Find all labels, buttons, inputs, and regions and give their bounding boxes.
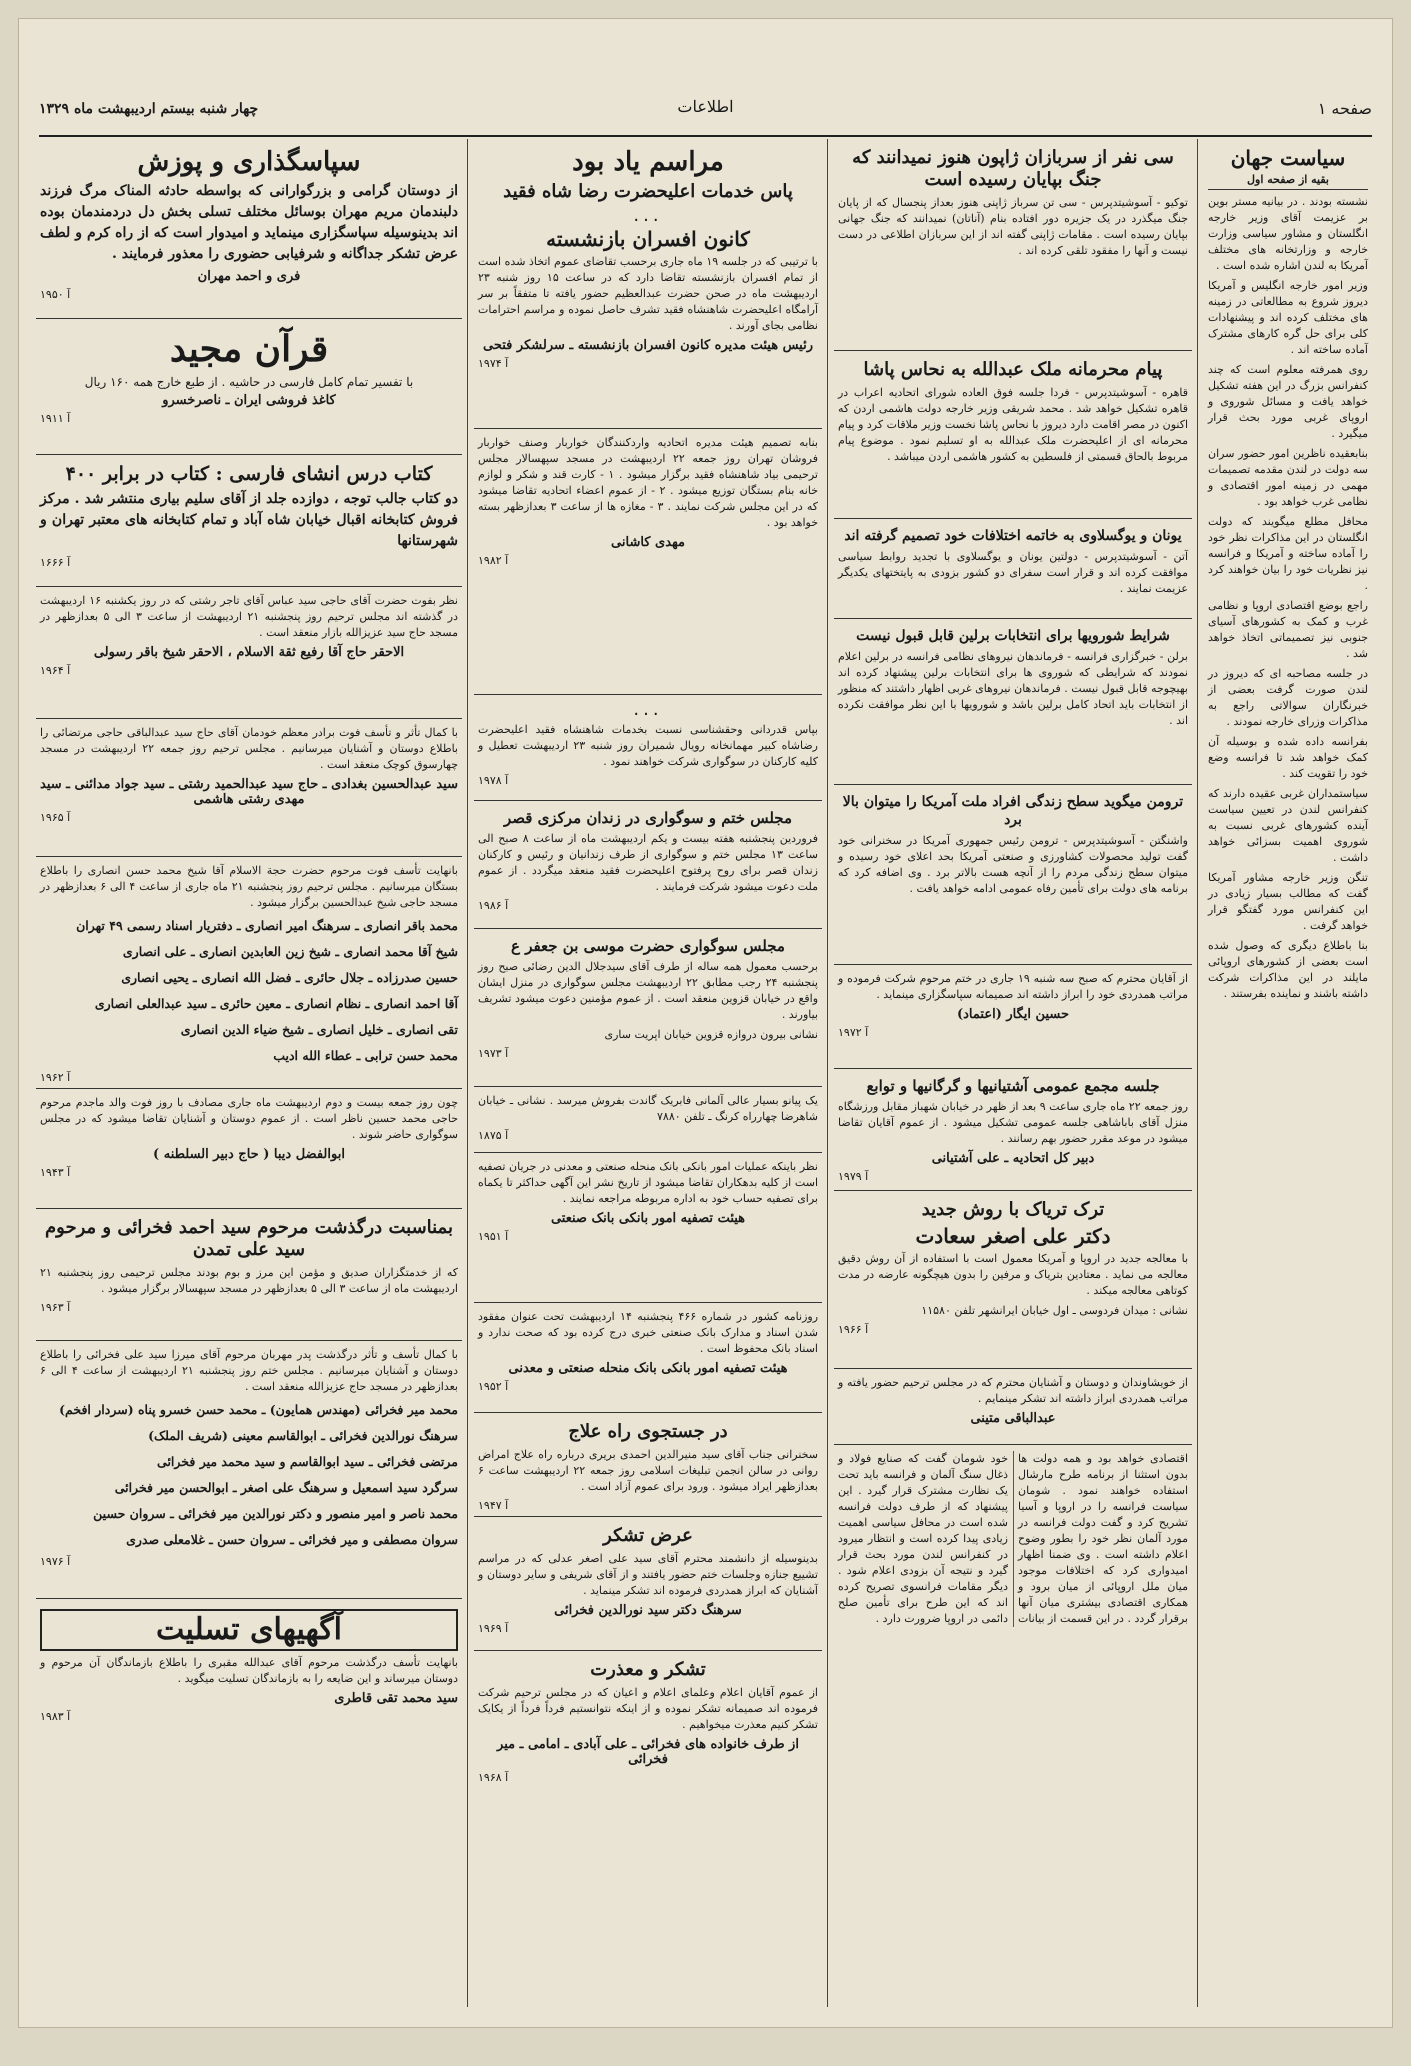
ad-name: دکتر علی اصغر سعادت	[915, 1224, 1111, 1248]
ad-address: نشانی بیرون دروازه قزوین خیابان اپریت ساری	[604, 1028, 818, 1041]
notice-signature: از طرف خانواده های فخرائی ـ علی آبادی ـ امامی ـ میر فخرائی	[497, 1737, 799, 1767]
issue-date: چهار شنبه بیستم اردیبهشت ماه ۱۳۲۹	[39, 101, 259, 117]
notice-signature: فری و احمد مهران	[197, 269, 301, 284]
ad-code: آ ۱۹۵۲	[478, 1380, 509, 1393]
ad-body: نظر باینکه عملیات امور بانکی بانک منحله صنعتی و معدنی در جریان تصفیه است از کلیه بدهکاران تقاضا میشود از تاریخ نشر این آگهی حداکثر تا یکماه برای تصفیه حساب خود به اداره مربوطه مراجعه نمایند .	[478, 1160, 818, 1205]
section-subtitle: بقیه از صفحه اول	[1208, 173, 1368, 190]
article-title: سی نفر از سربازان ژاپون هنوز نمیدانند که جنگ بپایان رسیده است	[852, 147, 1174, 190]
notice-title: بمناسبت درگذشت مرحوم سید احمد فخرائی و مرحوم سید علی تمدن	[45, 1217, 453, 1260]
article-body: آتن - آسوشیتدپرس - دولتین یونان و یوگسلاوی با تجدید روابط سیاسی موافقت کرده اند و قرار است سفرای دو کشور بزودی به پایتختهای یکدیگر عزیمت نمایند .	[838, 550, 1188, 595]
ad-code: آ ۱۹۷۶	[40, 1555, 71, 1568]
separator-dots: ...	[633, 699, 663, 720]
column-rule	[467, 139, 468, 2007]
notice-signature: دبیر کل اتحادیه ـ علی آشتیانی	[931, 1151, 1095, 1166]
ad-code: آ ۱۶۶۶	[40, 556, 71, 569]
article-title: مراسم یاد بود	[572, 147, 724, 177]
condolence-banner	[40, 1609, 458, 1651]
article-body: بپاس قدردانی وحقشناسی نسبت بخدمات شاهنشاه فقید اعلیحضرت رضاشاه کبیر مهمانخانه رویال شمیران روز شنبه ۲۳ اردیبهشت تعطیل و کلیه کارکنان در سوگواری شرکت خواهند نمود .	[478, 723, 818, 768]
notice-body: با کمال تأثر و تأسف فوت برادر معظم خودمان آقای حاج سید عبدالباقی حاجی مرتضائی را باطلاع دوستان و آشنایان میرسانیم . مجلس ترحیم روز جمعه ۲۲ اردیبهشت در مسجد چهارسوق کوچک منعقد است .	[40, 726, 458, 771]
ad-code: آ ۱۹۵۱	[478, 1230, 509, 1243]
article-title: تشکر و معذرت	[590, 1659, 706, 1680]
article-body: بنابه تصمیم هیئت مدیره اتحادیه واردکنندگان خواربار وصنف خواربار فروشان تهران روز جمعه ۲۲ اردیبهشت در مسجد سپهسالار مجلس ترحیمی بیاد شاهنشاه فقید برگزار میشود . ۱ - کارت قند و شکر و لوازم خانه بنام بستگان توزیع میشود . ۲ - از عموم اعضاء اتحادیه تقاضا میشود که در این مجلس شرکت نمایند . ۳ - مغازه ها از ساعت ۳ بعدازظهر بسته خواهد بود .	[478, 436, 818, 529]
article-paragraph: تنگن وزیر خارجه مشاور آمریکا گفت که مطالب بسیار زیادی در این کنفرانس مورد گفتگو قرار خواهد گرفت .	[1208, 871, 1368, 932]
section-title: سیاست جهان	[1230, 146, 1346, 170]
column-announcements	[36, 139, 462, 2007]
article-body: واشنگتن - آسوشیتدپرس - ترومن رئیس جمهوری آمریکا در سخنرانی خود گفت تولید محصولات کشاورزی و صنعتی آمریکا بحد اعلای خود رسیده و میتوان سطح زندگی مردم را از آنچه هست بالاتر برد . وی اضافه کرد که برنامه های دولت برای تأمین رفاه عمومی ادامه خواهد یافت .	[838, 834, 1188, 895]
article-paragraph: محافل مطلع میگویند که دولت انگلستان در این مذاکرات نظر خود را آماده ساخته و آمریکا و فرانسه نیز نظریات خود را بیان خواهند کرد .	[1208, 515, 1368, 592]
ad-code: آ ۱۹۸۳	[40, 1710, 71, 1723]
article-title: پیام محرمانه ملک عبدالله به نحاس پاشا	[863, 359, 1163, 380]
ad-body: دو کتاب جالب توجه ، دوازده جلد از آقای سلیم بیاری منتشر شد . مرکز فروش کتابخانه اقبال خیابان شاه آباد و تمام کتابخانه های معتبر تهران و شهرستانها	[40, 491, 458, 549]
article-body: قاهره - آسوشیتدپرس - فردا جلسه فوق العاده شورای اتحادیه اعراب در قاهره تشکیل خواهد شد . محمد شریقی وزیر خارجه دولت هاشمی اردن که اکنون در مصر اقامت دارد دیروز با نحاس پاشا نخست وزیر ملاقات کرد و پیام محرمانه ای از اعلیحضرت ملک عبدالله به او تسلیم نمود . موضوع پیام مربوط بالحاق قسمتی از فلسطین به کشور هاشمی اردن میباشد .	[838, 386, 1188, 463]
notice-signature: سرهنگ دکتر سید نورالدین فخرائی	[554, 1603, 742, 1618]
article-title: جلسه مجمع عمومی آشتیانیها و گرگانیها و توابع	[866, 1077, 1160, 1095]
section-title: آگهیهای تسلیت	[156, 1612, 342, 1647]
article-body: برلن - خبرگزاری فرانسه - فرماندهان نیروهای نظامی فرانسه در برلین اعلام نمودند که شرایطی که شوروی ها برای انتخابات برلین پیشنهاد کرده اند بهیچوجه قابل قبول نیست . فرماندهان نیروهای غربی اظهار داشتند که منظور از انتخابات باید اتحاد کامل برلین باشد و شورویها با این نظر موافقت نکرده اند .	[838, 650, 1188, 727]
article-body: روز جمعه ۲۲ ماه جاری ساعت ۹ بعد از ظهر در خیابان شهباز مقابل ورزشگاه منزل آقای باباشاهی جلسه عمومی تشکیل میشود . از عموم آقایان تقاضا میشود در موعد مقرر حضور بهم رسانند .	[838, 1100, 1189, 1145]
mourner-names: شیخ آقا محمد انصاری ـ شیخ زین العابدین انصاری ـ علی انصاری	[122, 944, 458, 959]
article-body: فروردین پنجشنبه هفته بیست و یکم اردیبهشت ماه از ساعت ۸ صبح الی ساعت ۱۳ مجلس ختم و سوگواری از طرف زندانیان و رئیس و کارکنان زندان قصر برای روح پرفتوح اعلیحضرت فقید منعقد میگردد . از عموم ملت دعوت میشود شرکت فرمایند .	[478, 832, 818, 893]
column-world-politics	[1204, 139, 1372, 2007]
ad-code: آ ۱۹۸۶	[478, 899, 509, 912]
article-paragraph: نشسته بودند . در بیانیه مستر بوین بر عزیمت آقای وزیر خارجه انگلستان و مشاور سیاسی وزارت خارجه و وزارتخانه های مختلف آمریکا به لندن اشاره شده است .	[1208, 195, 1368, 272]
ad-body: با معالجه جدید در اروپا و آمریکا معمول است با استفاده از آن روش دقیق معالجه می نماید . معتادین بتریاک و مرفین را بدون هیچگونه عارضه در مدت کوتاهی معالجه میکند .	[838, 1252, 1188, 1297]
article-body: با ترتیبی که در جلسه ۱۹ ماه جاری برحسب تقاضای عموم اتخاذ شده است از تمام افسران بازنشسته تقاضا دارد که در ساعت ۱۵ روز شنبه ۲۳ اردیبهشت ماه در صحن حضرت عبدالعظیم حضور یافته تا متفقاً بر سر آرامگاه اعلیحضرت شاهنشاه فقید تشرف حاصل نموده و مراسم احترامات نظامی بجای آورند .	[478, 255, 818, 332]
ad-code: آ ۱۹۱۱	[40, 412, 71, 425]
notice-body: با کمال تأسف و تأثر درگذشت پدر مهربان مرحوم آقای میرزا سید علی فخرائی را باطلاع دوستان و آشنایان میرسانیم . مجلس ختم روز پنجشنبه ۲۱ اردیبهشت از ساعت ۴ الی ۶ بعدازظهر در مسجد حاج عزیزالله منعقد است .	[40, 1348, 459, 1393]
newspaper-page	[18, 18, 1393, 2028]
article-paragraph: بنا باطلاع دیگری که وصول شده است بعضی از کشورهای اروپائی مایلند در این مذاکرات شرکت داشته باشند و نماینده بفرستند .	[1208, 939, 1368, 1000]
ad-code: آ ۱۹۸۲	[478, 554, 509, 567]
ad-code: آ ۱۹۷۹	[838, 1170, 869, 1183]
mourner-names: محمد ناصر و امیر منصور و دکتر نورالدین میر فخرائی ـ سروان حسین	[93, 1506, 458, 1521]
mourner-names: حسین صدرزاده ـ جلال حائری ـ فضل الله انصاری ـ یحیی انصاری	[121, 970, 458, 985]
notice-body: از خویشاوندان و دوستان و آشنایان محترم که در مجلس ترحیم حضور یافته و مراتب همدردی ابراز داشته اند تشکر مینمایم .	[838, 1376, 1188, 1405]
notice-body: از آقایان محترم که صبح سه شنبه ۱۹ جاری در ختم مرحوم شرکت فرموده و مراتب همدردی خود را ابراز داشته اند صمیمانه سپاسگزاری مینماید .	[838, 972, 1188, 1001]
mourner-names: محمد میر فخرائی (مهندس همایون) ـ محمد حسن خسرو پناه (سردار افخم)	[59, 1402, 458, 1417]
paper-name: اطلاعات	[677, 97, 734, 116]
separator-dots: ...	[633, 205, 663, 226]
article-body: بدینوسیله از دانشمند محترم آقای سید علی اصغر عدلی که در مراسم تشییع جنازه وجلسات ختم حضور یافتند و از آقای شریفی و سایر دوستان و آشنایان که ابراز همدردی فرموده اند تشکر مینماید .	[478, 1552, 818, 1597]
article-title: مجلس سوگواری حضرت موسی بن جعفر ع	[511, 937, 785, 955]
section-title: کانون افسران بازنشسته	[546, 227, 750, 251]
article-title: شرایط شورویها برای انتخابات برلین قابل قبول نیست	[856, 628, 1170, 644]
ad-code: آ ۱۹۷۴	[478, 357, 509, 370]
column-news	[834, 139, 1192, 2007]
article-title: ترومن میگوید سطح زندگی افراد ملت آمریکا را میتوان بالا برد	[842, 794, 1184, 828]
mourner-names: محمد باقر انصاری ـ سرهنگ امیر انصاری ـ دفتریار اسناد رسمی ۴۹ تهران	[76, 918, 458, 933]
notice-signature: الاحقر حاج آقا رفیع ثقة الاسلام ، الاحقر شیخ باقر رسولی	[93, 645, 405, 660]
notice-signature: هیئت تصفیه امور بانکی بانک منحله صنعتی و معدنی	[508, 1361, 788, 1376]
ad-code: آ ۱۸۷۵	[478, 1129, 509, 1142]
ad-title: کتاب درس انشای فارسی : کتاب در برابر ۴۰۰	[65, 463, 433, 485]
ad-code: آ ۱۹۷۳	[478, 1047, 509, 1060]
article-paragraph: روی همرفته معلوم است که چند کنفرانس بزرگ در این هفته تشکیل خواهد یافت و مسائل شوروی و اروپای غربی مورد بحث قرار میگیرد .	[1208, 363, 1368, 440]
ad-code: آ ۱۹۶۸	[478, 1771, 509, 1784]
mourner-names: تقی انصاری ـ خلیل انصاری ـ شیخ ضیاء الدین انصاری	[180, 1022, 458, 1037]
ad-body: روزنامه کشور در شماره ۴۶۶ پنجشنبه ۱۴ اردیبهشت تحت عنوان مفقود شدن اسناد و مدارک بانک صنعتی خبری درج کرده بود که صحت ندارد و اسناد بانک محفوظ است .	[478, 1310, 819, 1355]
article-body: توکیو - آسوشیتدپرس - سی تن سرباز ژاپنی هنوز بعداز پنجسال که از پایان جنگ میگذرد در یک جزیره دور افتاده بنام (آناتان) نمیدانند که جنگ جهانی بپایان رسیده است . مقامات ژاپنی گفته اند از این سربازان اطلاعی در دست نیست و آنها را مفقود تلقی کرده اند .	[838, 196, 1188, 257]
ad-code: آ ۱۹۶۲	[40, 1071, 71, 1084]
ad-body: یک پیانو بسیار عالی آلمانی فابریک گاندت بفروش میرسد . نشانی ـ خیابان شاهرضا چهارراه کرنگ ـ تلفن ۷۸۸۰	[478, 1094, 818, 1123]
column-memorials	[474, 139, 822, 2007]
notice-signature: سید عبدالحسین بغدادی ـ حاج سید عبدالحمید رشتی ـ سید جواد مدائنی ـ سید مهدی رشتی هاشمی	[40, 777, 458, 807]
article-paragraph: وزیر امور خارجه انگلیس و آمریکا دیروز شروع به مطالعاتی در زمینه های مختلف کرده اند و پیشنهادات کلی برای حل گره کارهای مشترک آماده ساخته اند .	[1208, 279, 1368, 356]
ad-title: قرآن مجید	[169, 328, 329, 370]
notice-body: بانهایت تأسف فوت مرحوم حضرت حجة الاسلام آقا شیخ محمد حسن انصاری را باطلاع بستگان میرسانیم . مجلس ترحیم روز پنجشنبه ۲۱ ماه جاری از ساعت ۴ الی ۶ بعدازظهر در مسجد حاجی شیخ عبدالحسین برگزار میشود .	[40, 864, 459, 909]
notice-signature: عبدالباقی متینی	[970, 1411, 1056, 1426]
page-header	[39, 89, 1372, 137]
notice-body: بانهایت تأسف درگذشت مرحوم آقای عبدالله مقبری را باطلاع بازماندگان آن مرحوم و دوستان میرساند و این ضایعه را به بازماندگان تسلیت میگوید .	[40, 1656, 458, 1685]
notice-signature: مهدی کاشانی	[611, 535, 685, 550]
column-rule	[1197, 139, 1198, 2007]
notice-signature: رئیس هیئت مدیره کانون افسران بازنشسته ـ سرلشکر فتحی	[483, 338, 813, 353]
article-body: برحسب معمول همه ساله از طرف آقای سیدجلال الدین رضائی صبح روز پنجشنبه ۲۴ رجب مطابق ۲۲ اردیبهشت مجلس سوگواری در منزل ایشان واقع در خیابان قزوین منعقد است . از عموم مؤمنین دعوت میشود تشریف بیاورند .	[478, 960, 818, 1021]
ad-body: از دوستان گرامی و بزرگوارانی که بواسطه حادثه المناک مرگ فرزند دلبندمان مریم مهران بوسائل مختلف تسلی بخش دل دردمندمان بوده اند بدینوسیله سپاسگزاری مینماید و امیدوار است که از راه کرم و لطف عرض تشکر جداگانه و شرفیابی حضوری را معذور فرمایند .	[40, 183, 458, 262]
notice-signature: ابوالفضل دیبا ( حاج دبیر السلطنه )	[153, 1147, 345, 1162]
article-paragraph: بنابعقیده ناظرین امور حضور سران سه دولت در لندن مقدمه تصمیمات مهمی در زمینه امور اقتصادی و نظامی غرب خواهد بود .	[1208, 447, 1368, 508]
article-body: اقتصادی خواهد بود و همه دولت ها بدون استثنا از برنامه طرح مارشال استفاده خواهند نمود . شومان سیاست فرانسه را در اروپا و آسیا تشریح کرد و گفت دولت فرانسه در مورد آلمان نظر خود را بطور وضوح اعلام داشته است . وی ضمنا اظهار امیدواری کرد که اختلافات موجود میان ملل اروپائی از میان برود و همکاری اقتصادی بیشتری میان آنها برقرار گردد . در این قسمت از بیانات خود شومان گفت که صنایع فولاد و ذغال سنگ آلمان و فرانسه باید تحت یک نظارت مشترک قرار گیرد . این پیشنهاد که از طرف دولت فرانسه شده است در محافل سیاسی اهمیت زیادی پیدا کرده است و انتظار میرود در کنفرانس لندن مورد بحث قرار گیرد و نتیجه آن بزودی اعلام شود . دیگر مقامات فرانسوی تصریح کرده اند که این طرح برای تأمین صلح دائمی در اروپا ضرورت دارد .	[838, 1452, 1188, 1625]
article-paragraph: بفرانسه داده شده و بوسیله آن کمک خواهد شد تا فرانسه وضع خود را تقویت کند .	[1208, 735, 1368, 780]
notice-body: چون روز جمعه بیست و دوم اردیبهشت ماه جاری مصادف با روز فوت والد ماجدم مرحوم حاجی محمد حسین ناظر است . از عموم دوستان و آشنایان تقاضا میشود که در مجلس سوگواری حاضر شوند .	[40, 1096, 458, 1141]
article-title: یونان و یوگسلاوی به خاتمه اختلافات خود تصمیم گرفته اند	[844, 528, 1182, 544]
ad-address: نشانی : میدان فردوسی ـ اول خیابان ایرانشهر تلفن ۱۱۵۸۰	[921, 1304, 1188, 1317]
ad-code: آ ۱۹۶۴	[40, 664, 71, 677]
notice-body: نظر بفوت حضرت آقای حاجی سید عباس آقای تاجر رشتی که در روز یکشنبه ۱۶ اردیبهشت در گذشته اند مجلس ترحیم روز پنجشنبه ۲۱ اردیبهشت از ساعت ۳ الی ۵ بعدازظهر در مسجد حاج سید عزیزالله بازار منعقد است .	[40, 594, 458, 639]
article-title: در جستجوی راه علاج	[568, 1421, 728, 1442]
mourner-names: محمد حسن ترابی ـ عطاء الله ادیب	[273, 1048, 458, 1063]
mourner-names: سرهنگ نورالدین فخرائی ـ ابوالقاسم معینی (شریف الملک)	[148, 1428, 458, 1443]
ad-publisher: کاغذ فروشی ایران ـ ناصرخسرو	[162, 393, 336, 408]
article-paragraph: راجع بوضع اقتصادی اروپا و نظامی غرب و کمک به کشورهای آسیای جنوبی نیز تصمیماتی اتخاذ خواهد شد .	[1208, 599, 1368, 660]
mourner-names: مرتضی فخرائی ـ سید ابوالقاسم و سید محمد میر فخرائی	[157, 1454, 458, 1469]
page-number: صفحه ۱	[1317, 99, 1372, 118]
column-rule	[827, 139, 828, 2007]
mourner-names: آقا احمد انصاری ـ نظام انصاری ـ معین حائری ـ سید عبدالعلی انصاری	[94, 996, 458, 1011]
ad-title: سپاسگذاری و پوزش	[137, 147, 361, 177]
article-title: عرض تشکر	[603, 1525, 693, 1546]
notice-signature: سید محمد تقی قاطری	[334, 1691, 458, 1706]
ad-code: آ ۱۹۶۹	[478, 1622, 509, 1635]
mourner-names: سروان مصطفی و میر فخرائی ـ سروان حسن ـ غلامعلی صدری	[126, 1532, 458, 1547]
ad-code: آ ۱۹۷۲	[838, 1026, 869, 1039]
mourner-names: سرگرد سید اسمعیل و سرهنگ علی اصغر ـ ابوالحسن میر فخرائی	[114, 1480, 458, 1495]
article-title: مجلس ختم و سوگواری در زندان مرکزی قصر	[503, 809, 793, 827]
ad-body: با تفسیر تمام کامل فارسی در حاشیه . از طبع خارج همه ۱۶۰ ریال	[84, 375, 414, 389]
ad-code: آ ۱۹۶۵	[40, 811, 71, 824]
ad-code: آ ۱۹۵۰	[40, 288, 71, 301]
ad-code: آ ۱۹۴۷	[478, 1499, 509, 1512]
article-paragraph: در جلسه مصاحبه ای که دیروز در لندن صورت گرفت بعضی از خبرنگاران سوالاتی راجع به مذاکرات وزرای خارجه نمودند .	[1208, 667, 1368, 728]
notice-signature: حسین ایگار (اعتماد)	[956, 1007, 1069, 1022]
ad-code: آ ۱۹۷۸	[478, 774, 509, 787]
article-paragraph: سیاستمداران غربی عقیده دارند که کنفرانس لندن در تعیین سیاست آینده کشورهای غربی نسبت به شوروی اهمیت بسزائی خواهد داشت .	[1208, 787, 1368, 864]
notice-body: که از خدمتگزاران صدیق و مؤمن این مرز و بوم بودند مجلس ترحیمی روز پنجشنبه ۲۱ اردیبهشت ماه از ساعت ۳ الی ۵ بعدازظهر در مسجد سپهسالار برگزار میشود .	[40, 1266, 458, 1295]
notice-signature: هیئت تصفیه امور بانکی بانک صنعتی	[550, 1211, 746, 1226]
ad-code: آ ۱۹۶۶	[838, 1323, 869, 1336]
ad-code: آ ۱۹۴۳	[40, 1166, 71, 1179]
article-subtitle: پاس خدمات اعلیحضرت رضا شاه فقید	[503, 181, 793, 202]
ad-title: ترک تریاک با روش جدید	[921, 1199, 1105, 1220]
ad-code: آ ۱۹۶۳	[40, 1301, 71, 1314]
article-body: از عموم آقایان اعلام وعلمای اعلام و اعیان که در مجلس ترحیم شرکت فرموده اند صمیمانه تشکر نموده و از اینکه نتوانستیم فرداً فرداً از یکایک تشکر کنیم معذرت میخواهیم .	[478, 1686, 818, 1731]
article-body: سخنرانی جناب آقای سید منیرالدین احمدی بریری درباره راه علاج امراض روانی در سالن انجمن تبلیغات اسلامی روز جمعه ۲۲ اردیبهشت ساعت ۶ بعدازظهر ایراد میشود . ورود برای عموم آزاد است .	[478, 1448, 818, 1493]
